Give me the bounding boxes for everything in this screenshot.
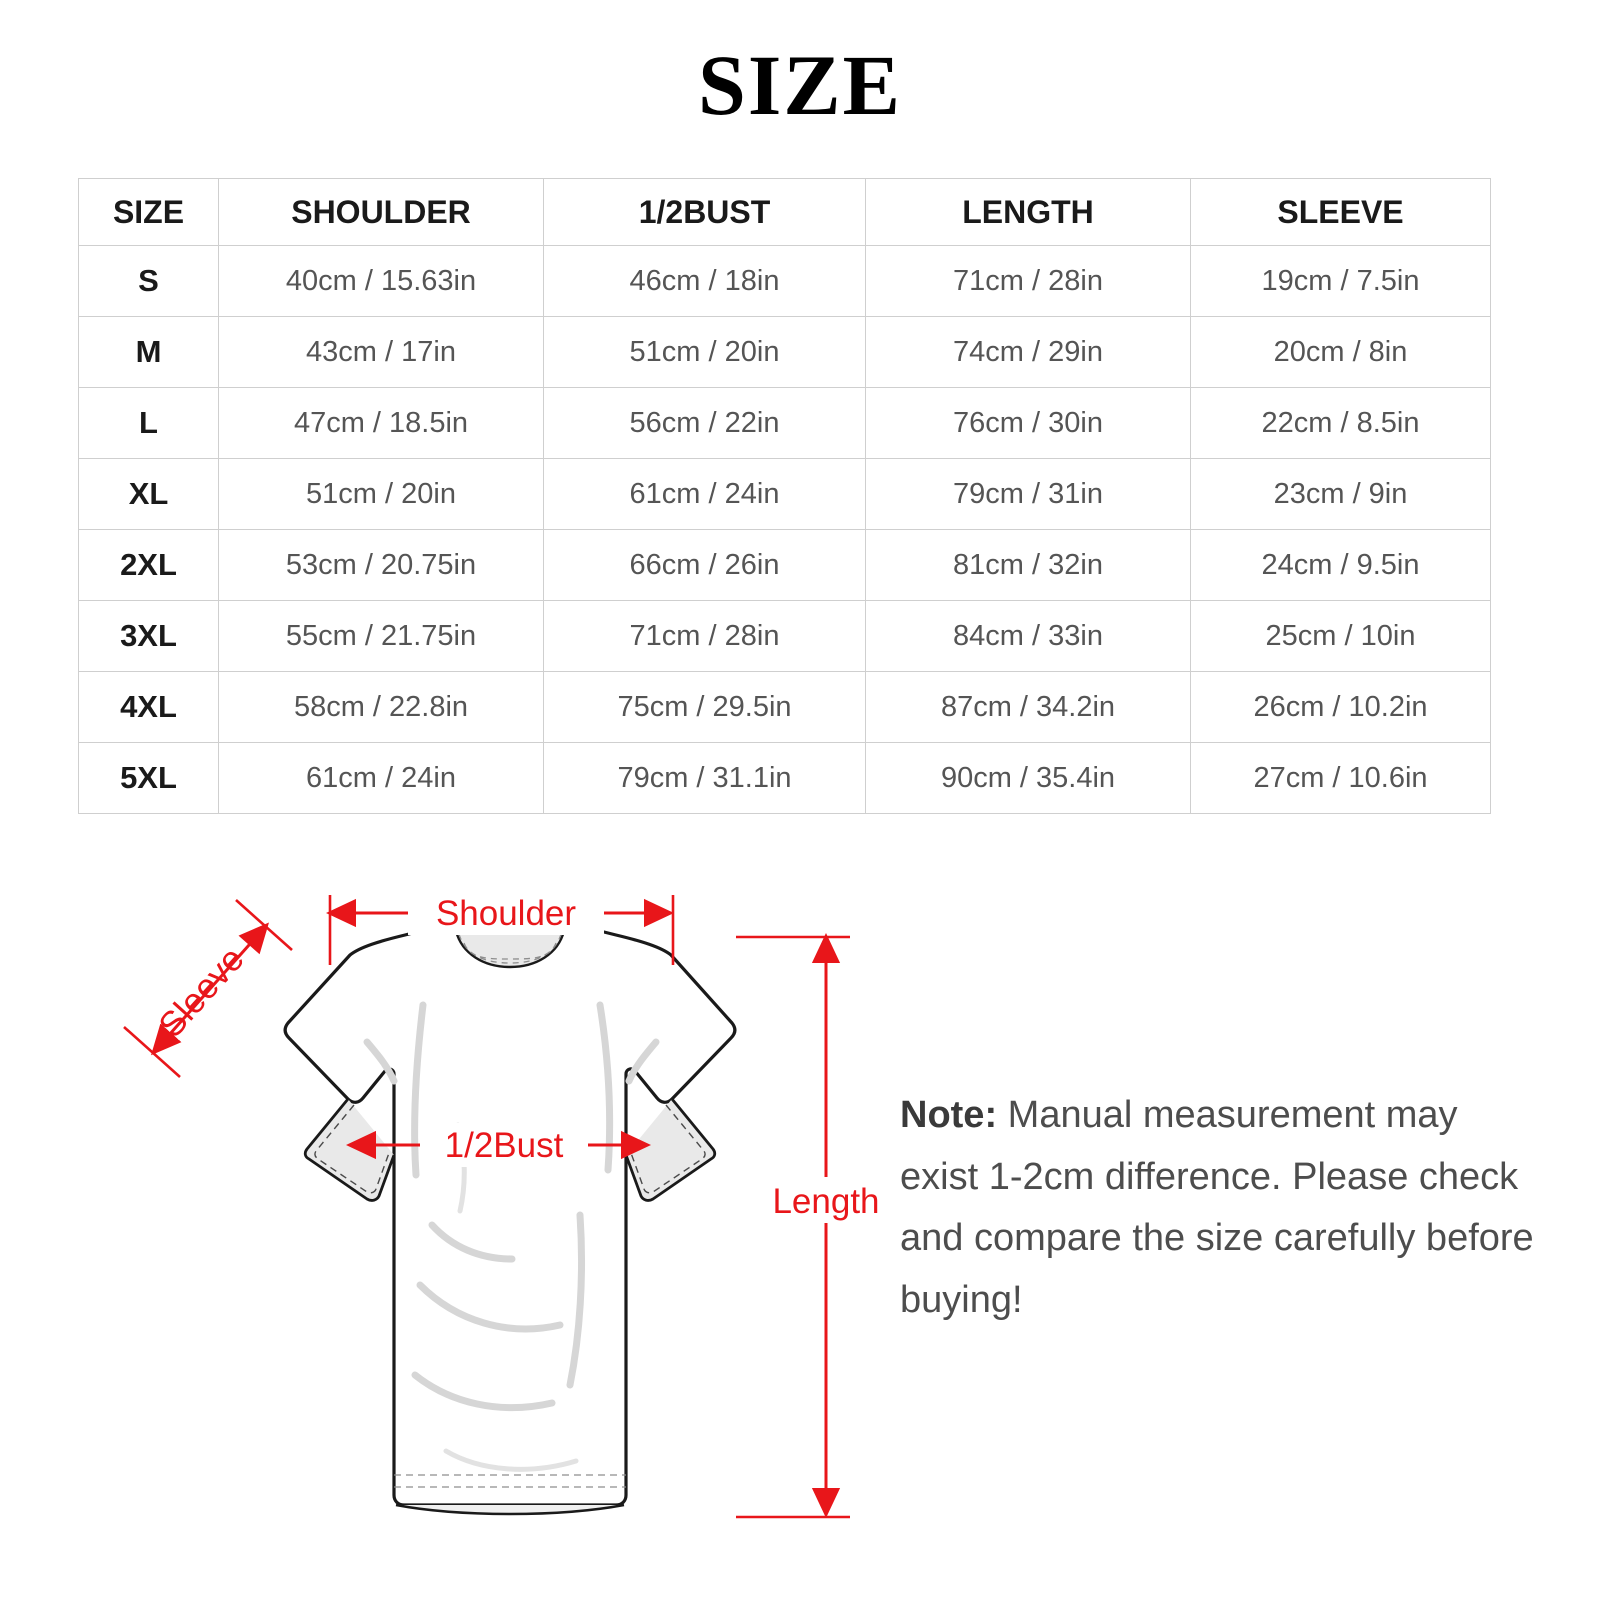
cell-shoulder: 43cm / 17in [219,317,544,388]
table-row [79,388,1491,459]
cell-length: 79cm / 31in [866,459,1191,530]
shoulder-label: Shoulder [435,894,577,933]
cell-shoulder: 53cm / 20.75in [219,530,544,601]
table-row [79,459,1491,530]
page-title: SIZE [697,37,903,133]
note-text: Manual measurement may exist 1-2cm difference. Please check and compare the size carefully before buying! [900,1094,1534,1321]
column-header-size: SIZE [79,179,219,246]
table-row [79,601,1491,672]
length-dimension [736,937,902,1517]
cell-bust: 51cm / 20in [544,317,866,388]
cell-shoulder: 58cm / 22.8in [219,672,544,743]
size-table-container [78,178,1490,814]
cell-bust: 61cm / 24in [544,459,866,530]
cell-size: 3XL [79,601,219,672]
cell-size: M [79,317,219,388]
note-block [900,1085,1540,1331]
cell-sleeve: 26cm / 10.2in [1191,672,1491,743]
table-header-row [79,179,1491,246]
column-header-shoulder: SHOULDER [219,179,544,246]
cell-size: 2XL [79,530,219,601]
table-row [79,743,1491,814]
table-row [79,672,1491,743]
column-header-bust: 1/2BUST [544,179,866,246]
tshirt-outline [285,921,735,1514]
size-chart-table [78,178,1491,814]
cell-size: 4XL [79,672,219,743]
sleeve-label: Sleeve [151,939,252,1046]
cell-shoulder: 61cm / 24in [219,743,544,814]
column-header-length: LENGTH [866,179,1191,246]
cell-bust: 66cm / 26in [544,530,866,601]
cell-length: 90cm / 35.4in [866,743,1191,814]
cell-length: 84cm / 33in [866,601,1191,672]
cell-sleeve: 20cm / 8in [1191,317,1491,388]
cell-shoulder: 55cm / 21.75in [219,601,544,672]
cell-size: L [79,388,219,459]
cell-bust: 75cm / 29.5in [544,672,866,743]
cell-length: 74cm / 29in [866,317,1191,388]
cell-shoulder: 40cm / 15.63in [219,246,544,317]
halfbust-label: 1/2Bust [444,1126,564,1165]
cell-shoulder: 47cm / 18.5in [219,388,544,459]
cell-size: S [79,246,219,317]
sleeve-dimension [124,900,292,1077]
note-label: Note: [900,1094,998,1136]
cell-sleeve: 22cm / 8.5in [1191,388,1491,459]
cell-size: XL [79,459,219,530]
cell-sleeve: 19cm / 7.5in [1191,246,1491,317]
cell-shoulder: 51cm / 20in [219,459,544,530]
cell-length: 81cm / 32in [866,530,1191,601]
cell-size: 5XL [79,743,219,814]
cell-length: 76cm / 30in [866,388,1191,459]
column-header-sleeve: SLEEVE [1191,179,1491,246]
cell-length: 71cm / 28in [866,246,1191,317]
table-row [79,530,1491,601]
cell-length: 87cm / 34.2in [866,672,1191,743]
cell-sleeve: 27cm / 10.6in [1191,743,1491,814]
table-row [79,317,1491,388]
tshirt-measurement-diagram [60,855,940,1600]
cell-bust: 71cm / 28in [544,601,866,672]
cell-bust: 79cm / 31.1in [544,743,866,814]
table-row [79,246,1491,317]
length-label: Length [772,1182,880,1221]
cell-bust: 46cm / 18in [544,246,866,317]
cell-sleeve: 23cm / 9in [1191,459,1491,530]
cell-sleeve: 24cm / 9.5in [1191,530,1491,601]
cell-sleeve: 25cm / 10in [1191,601,1491,672]
cell-bust: 56cm / 22in [544,388,866,459]
